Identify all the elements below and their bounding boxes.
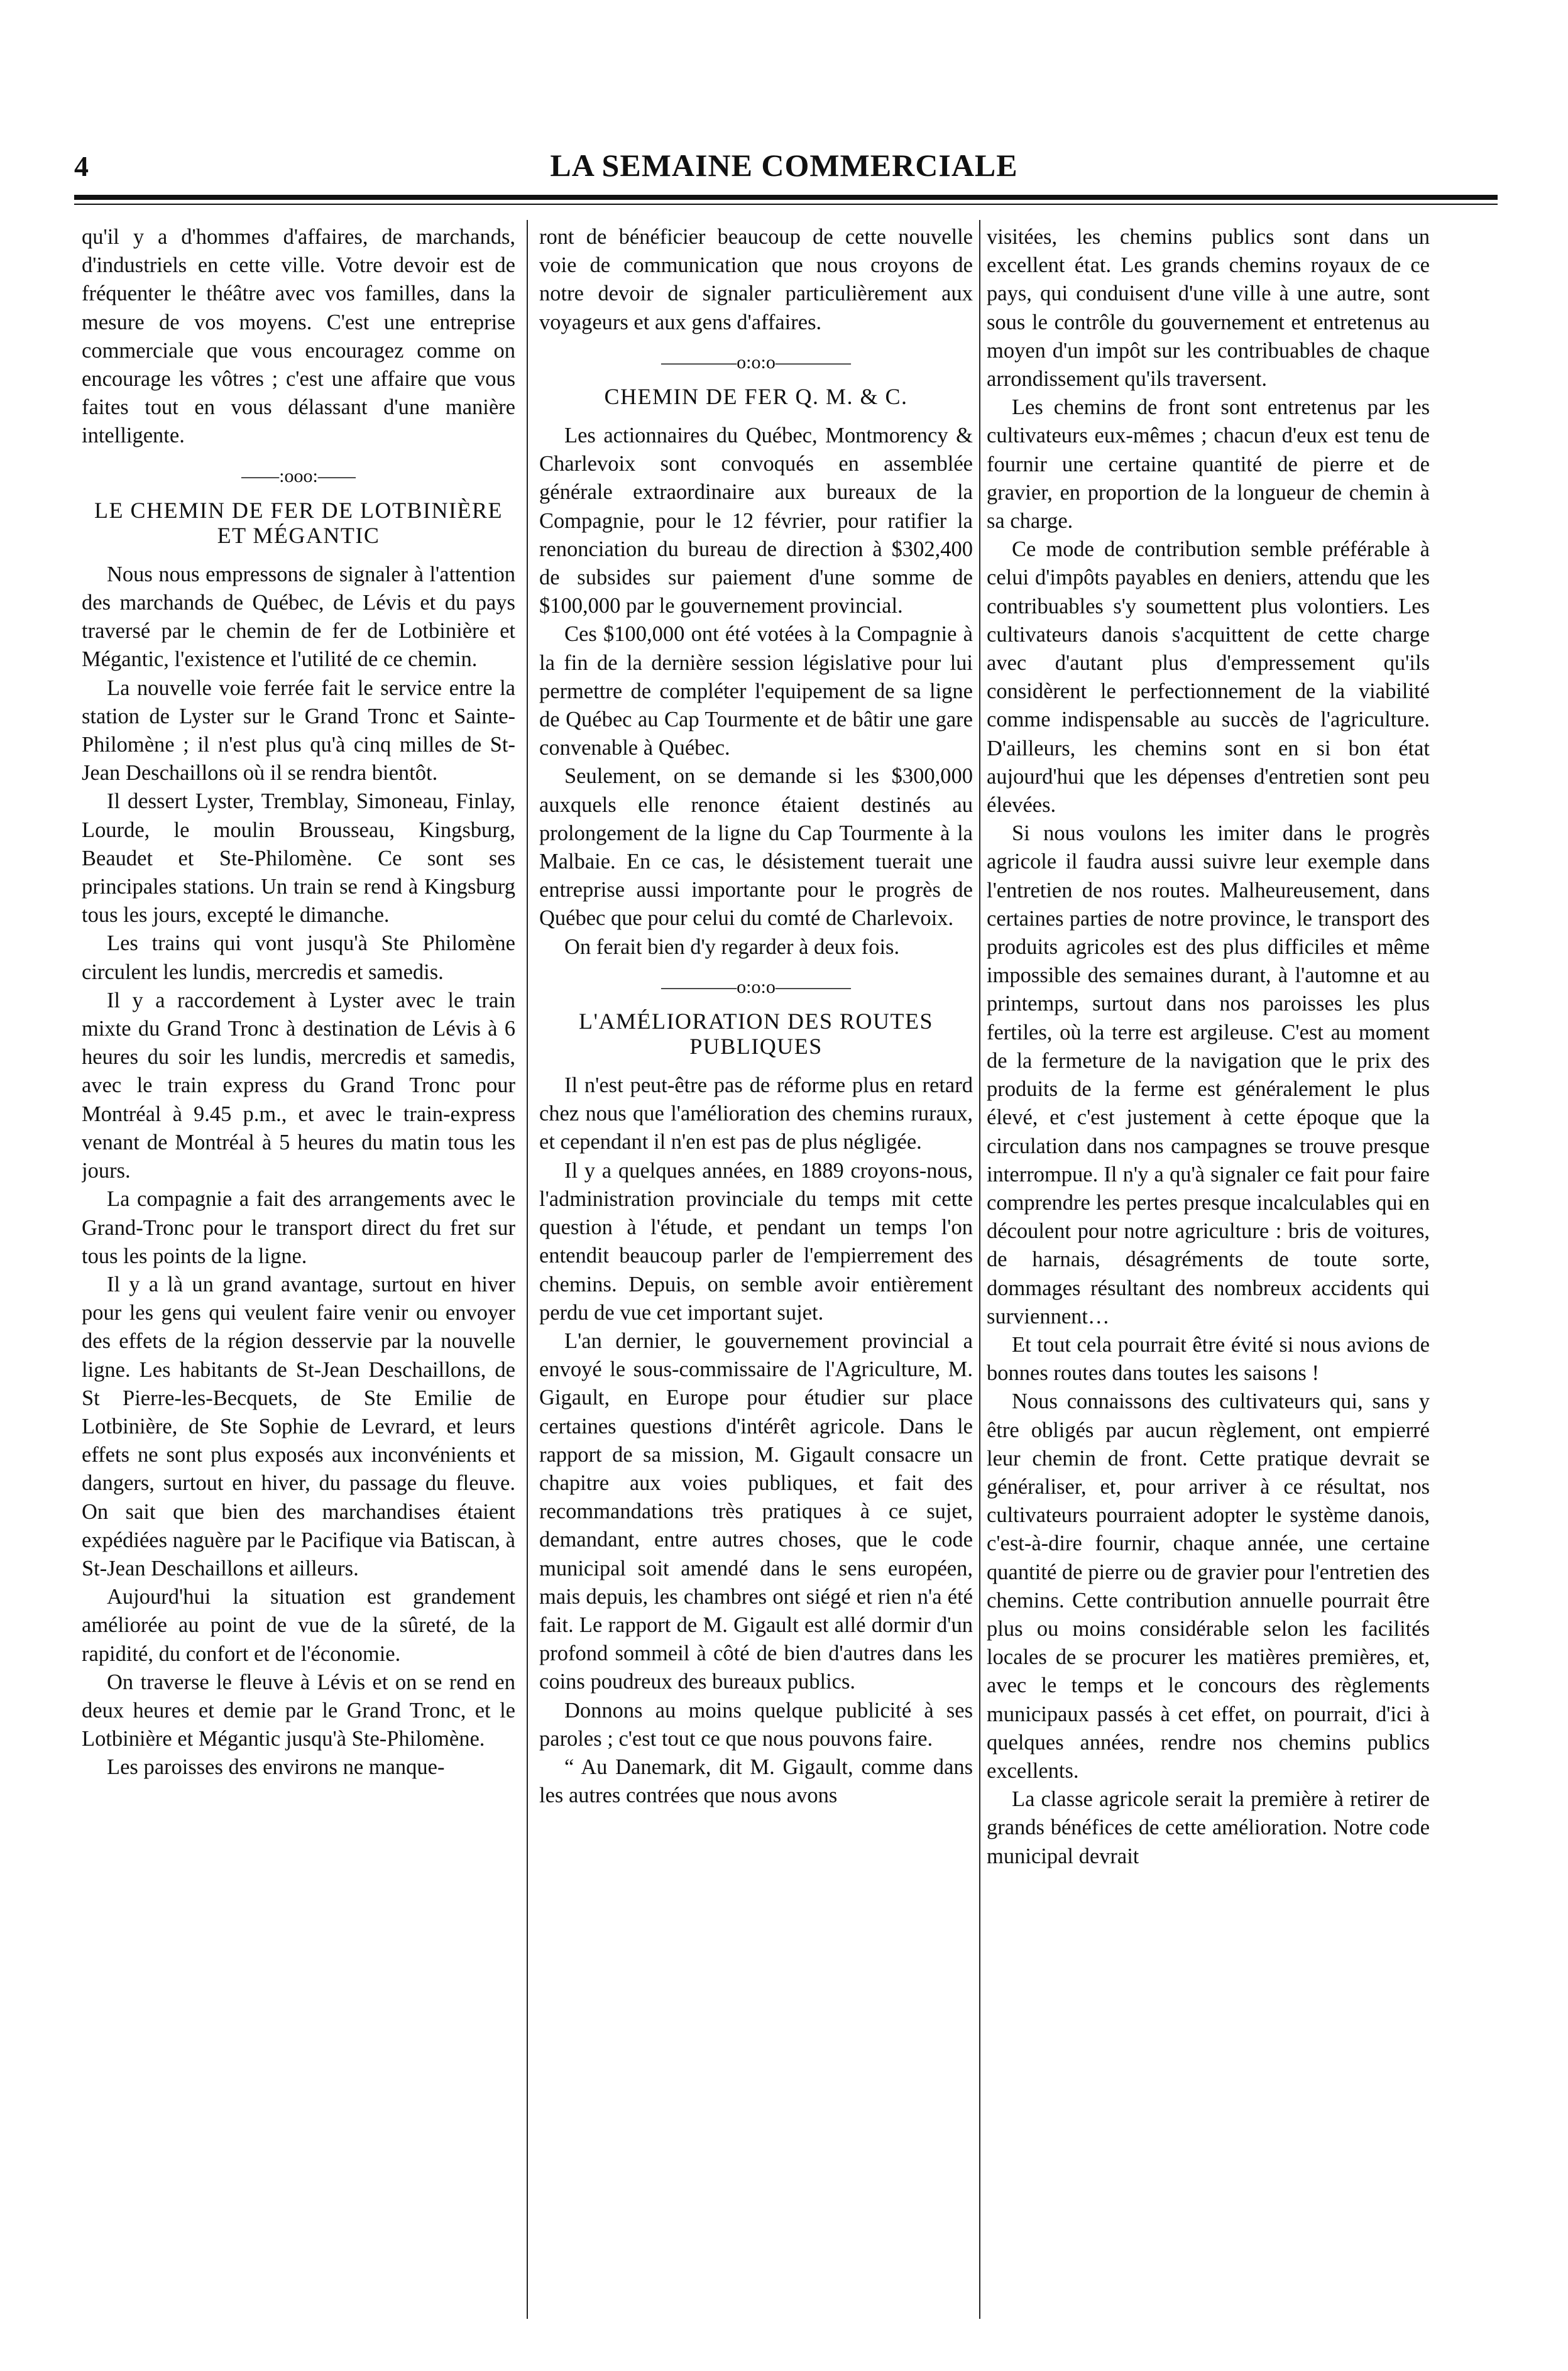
paragraph: Aujourd'hui la situation est grandement améliorée au point de vue de la sûreté, de la rapidité, du confort et de l'économie. xyxy=(82,1585,515,1666)
paragraph: On traverse le fleuve à Lévis et on se rend en deux heures et demie par le Grand Tronc, et le Lotbinière et Mégantic jusqu'à Ste-Philomène. xyxy=(82,1670,515,1751)
paragraph: Et tout cela pourrait être évité si nous avions de bonnes routes dans toutes les saisons ! xyxy=(987,1332,1430,1386)
paragraph: Les paroisses des environs ne manque- xyxy=(107,1755,445,1780)
paragraph: Les trains qui vont jusqu'à Ste Philomène circulent les lundis, mercredis et samedis. xyxy=(82,931,515,984)
paragraph: Il n'est peut-être pas de réforme plus en retard chez nous que l'amélioration des chemins ruraux, et cependant il n'en est pas de plus négligée. xyxy=(539,1073,973,1154)
paragraph: “ Au Danemark, dit M. Gigault, comme dans les autres contrées que nous avons xyxy=(539,1755,973,1808)
article-heading: CHEMIN DE FER Q. M. & C. xyxy=(604,384,908,410)
header-rule xyxy=(74,195,1498,200)
column-1 xyxy=(82,223,515,2316)
section-separator: ————o:o:o———— xyxy=(661,351,851,373)
paragraph: Donnons au moins quelque publicité à ses paroles ; c'est tout ce que nous pouvons faire. xyxy=(539,1698,973,1751)
paragraph: Les actionnaires du Québec, Montmorency & Charlevoix sont convoqués en assemblée générale extraordinaire aux bureaux de la Compagnie, pour le 12 février, pour ratifier la renonciation du bureau de direction à $302,400 de subsides sur paiement d'une somme de $100,000 par le gouvernement provincial. xyxy=(539,424,973,618)
paragraph: Il dessert Lyster, Tremblay, Simoneau, Finlay, Lourde, le moulin Brousseau, Kingsburg, Beaudet et Ste-Philomène. Ce sont ses principales stations. Un train se rend à Kingsburg tous les jours, excepté le dimanche. xyxy=(82,789,515,928)
paragraph: Ces $100,000 ont été votées à la Compagnie à la fin de la dernière session législative pour lui permettre de compléter l'equipement de sa ligne de Québec au Cap Tourmente et de bâtir une gare convenable à Québec. xyxy=(539,622,973,760)
paragraph: L'an dernier, le gouvernement provincial a envoyé le sous-commissaire de l'Agriculture, M. Gigault, en Europe pour étudier sur place certaines questions d'intérêt agricole. Dans le rapport de sa mission, M. Gigault consacre un chapitre aux voies publiques, et fait des recommandations très pratiques à ce sujet, demandant, entre autres choses, que le code municipal soit amendé dans le sens européen, mais depuis, les chambres ont siégé et rien n'a été fait. Le rapport de M. Gigault est allé dormir d'un profond sommeil à côté de bien d'autres dans les coins poudreux des bureaux publics. xyxy=(539,1328,973,1694)
paragraph: La nouvelle voie ferrée fait le service entre la station de Lyster sur le Grand Tronc et Sainte-Philomène ; il n'est plus qu'à cinq milles de St-Jean Deschaillons où il se rendra bientôt. xyxy=(82,676,515,786)
paragraph: Nous connaissons des cultivateurs qui, sans y être obligés par aucun règlement, ont empierré leur chemin de front. Cette pratique devrait se généraliser, et, pour arriver à ce résultat, nos cultivateurs pourraient adopter le système danois, c'est-à-dire fournir, chaque année, une certaine quantité de pierre ou de gravier pour l'entretien des chemins. Cette contribution annuelle pourrait être plus ou moins considérable selon les facilités locales de se procurer les matières premières, et, avec le temps et le concours des règlements municipaux passés à cet effet, on pourrait, d'ici à quelques années, rendre nos chemins publics excellents. xyxy=(987,1389,1430,1783)
paragraph: visitées, les chemins publics sont dans un excellent état. Les grands chemins royaux de ce pays, qui conduisent d'une ville à une autre, sont sous le contrôle du gouvernement et entretenus au moyen d'un impôt sur les contribuables de chaque arrondissement qu'ils traversent. xyxy=(987,225,1430,392)
paragraph: Il y a là un grand avantage, surtout en hiver pour les gens qui veulent faire venir ou envoyer des effets de la région desservie par la nouvelle ligne. Les habitants de St-Jean Deschaillons, de St Pierre-les-Becquets, de Ste Emilie de Lotbinière, de Ste Sophie de Levrard, et leurs effets ne sont plus exposés aux inconvénients et dangers, surtout en hiver, du passage du fleuve. On sait que bien des marchandises étaient expédiées naguère par le Pacifique via Batiscan, à St-Jean Deschaillons et ailleurs. xyxy=(82,1272,515,1580)
paragraph: On ferait bien d'y regarder à deux fois. xyxy=(564,934,900,959)
column-divider xyxy=(979,220,980,2319)
paragraph: Les chemins de front sont entretenus par les cultivateurs eux-mêmes ; chacun d'eux est tenu de fournir une certaine quantité de pierre et de gravier, en proportion de la longueur de chemin à sa charge. xyxy=(987,395,1430,534)
paragraph: Seulement, on se demande si les $300,000 auxquels elle renonce étaient destinés au prolongement de la ligne du Cap Tourmente à la Malbaie. En ce cas, le désistement tuerait une entreprise aussi importante pour le progrès de Québec que pour celui du comté de Charlevoix. xyxy=(539,764,973,931)
paragraph: La compagnie a fait des arrangements avec le Grand-Tronc pour le transport direct du fret sur tous les points de la ligne. xyxy=(82,1187,515,1268)
paragraph: qu'il y a d'hommes d'affaires, de marchands, d'industriels en cette ville. Votre devoir est de fréquenter le théâtre avec vos familles, dans la mesure de vos moyens. C'est une entreprise commerciale que vous encouragez comme on encourage les vôtres ; c'est une affaire que vous faites tout en vous délassant d'une manière intelligente. xyxy=(82,225,515,448)
paragraph: Il y a raccordement à Lyster avec le train mixte du Grand Tronc à destination de Lévis à 6 heures du soir les lundis, mercredis et samedis, avec le train express du Grand Tronc pour Montréal à 9.45 p.m., et avec le train-express venant de Montréal à 5 heures du matin tous les jours. xyxy=(82,988,515,1183)
paragraph: Si nous voulons les imiter dans le progrès agricole il faudra aussi suivre leur exemple dans l'entretien de nos routes. Malheureusement, dans certaines parties de notre province, le transport des produits agricoles est des plus difficiles et même impossible des semaines durant, à l'automne et au printemps, surtout dans nos paroisses les plus fertiles, où la terre est argileuse. C'est au moment de la fermeture de la navigation que le prix des produits de la ferme est généralement le plus élevé, et c'est justement à cette époque que la circulation dans nos campagnes se trouve presque interrompue. Il n'y a qu'à signaler ce fait pour faire comprendre les pertes presque incalculables qui en découlent pour notre agriculture : bris de voitures, de harnais, désagréments de toute sorte, dommages résultant des nombreux accidents qui surviennent… xyxy=(987,821,1430,1328)
section-separator: ————o:o:o———— xyxy=(661,976,851,997)
column-2 xyxy=(539,223,973,2316)
paragraph: Ce mode de contribution semble préférable à celui d'impôts payables en deniers, attendu que les contribuables s'y soumettent plus volontiers. Les cultivateurs danois s'acquittent de cette charge avec d'autant plus d'empressement qu'ils considèrent le perfectionnement de la viabilité comme indispensable au succès de l'agriculture. D'ailleurs, les chemins sont en si bon état aujourd'hui que les dépenses d'entretien sont peu élevées. xyxy=(987,537,1430,818)
column-3 xyxy=(987,223,1430,2316)
paragraph: ront de bénéficier beaucoup de cette nouvelle voie de communication que nous croyons de notre devoir de signaler particulièrement aux voyageurs et aux gens d'affaires. xyxy=(539,225,973,334)
section-separator: ——:ooo:—— xyxy=(241,465,356,486)
masthead-title: LA SEMAINE COMMERCIALE xyxy=(550,148,1018,183)
page-number: 4 xyxy=(74,150,89,182)
paragraph: Nous nous empressons de signaler à l'attention des marchands de Québec, de Lévis et du pays traversé par le chemin de fer de Lotbinière et Mégantic, l'existence et l'utilité de ce chemin. xyxy=(82,562,515,672)
paragraph: La classe agricole serait la première à retirer de grands bénéfices de cette amélioration. Notre code municipal devrait xyxy=(987,1787,1430,1868)
column-divider xyxy=(527,220,528,2319)
article-heading: LE CHEMIN DE FER DE LOTBINIÈRE ET MÉGANTIC xyxy=(94,497,503,548)
paragraph: Il y a quelques années, en 1889 croyons-nous, l'administration provinciale du temps mit cette question à l'étude, et pendant un temps l'on entendit beaucoup parler de l'empierrement des chemins. Depuis, on semble avoir entièrement perdu de vue cet important sujet. xyxy=(539,1158,973,1325)
article-heading: L'AMÉLIORATION DES ROUTES PUBLIQUES xyxy=(579,1009,933,1060)
header-rule-thin xyxy=(74,204,1498,205)
